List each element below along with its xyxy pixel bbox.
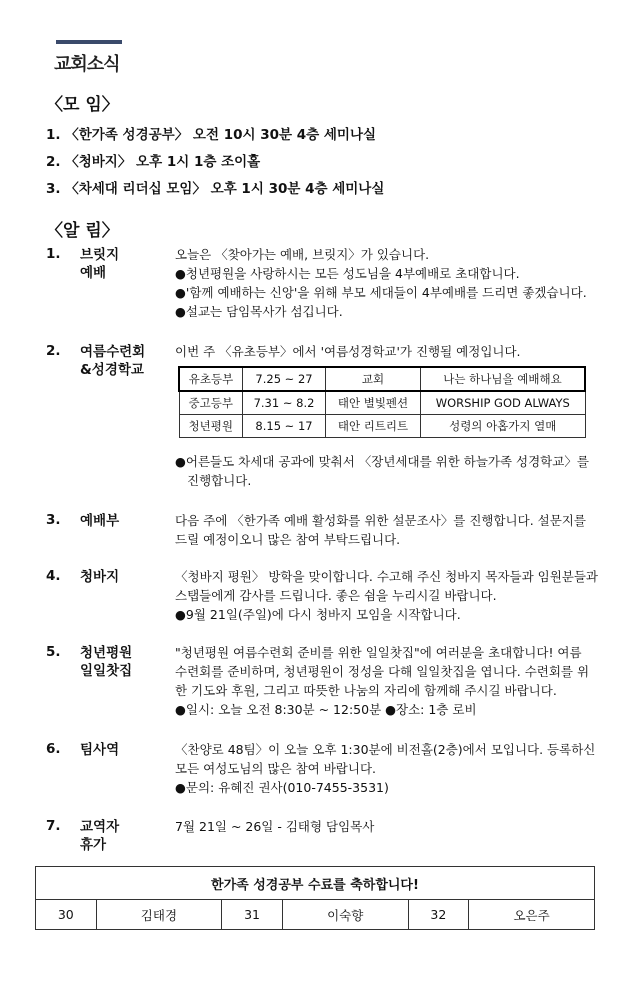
graduation-title: 한가족 성경공부 수료를 축하합니다! xyxy=(36,867,595,900)
notice-number: 7. xyxy=(46,818,61,834)
table-row: 청년평원 8.15 ~ 17 태안 리트리트 성령의 아홉가지 열매 xyxy=(179,415,585,438)
table-row xyxy=(36,867,595,900)
notice-number: 4. xyxy=(46,568,61,584)
meetings-heading: 〈모 임〉 xyxy=(46,95,119,115)
notice-label: 팀사역 xyxy=(80,742,120,758)
notice-body: 다음 주에 〈한가족 예배 활성화를 위한 설문조사〉를 진행합니다. 설문지를 드릴 예정이오니 많은 참여 부탁드립니다. xyxy=(175,513,586,547)
notice-label: 청바지 xyxy=(80,569,120,585)
notice-label: 청년평원 일일찻집 xyxy=(80,645,133,679)
notice-body: "청년평원 여름수련회 준비를 위한 일일찻집"에 여러분을 초대합니다! 여름 수련회를 준비하며, 청년평원이 정성을 다해 일일찻집을 엽니다. 수련회를 위 한 기도와 후원, 그리고 따뜻한 나눔의 자리에 함께해 주시길 바랍니다. ●일시: 오늘 오전 8:30분 ~ 12:50분 ●장소: 1층 로비 xyxy=(175,645,590,717)
meeting-item: 2. 〈청바지〉 오후 1시 1층 조이홀 xyxy=(46,154,261,170)
header-bar xyxy=(56,40,122,44)
notice-number: 2. xyxy=(46,343,61,359)
meeting-item: 3. 〈차세대 리더십 모임〉 오후 1시 30분 4층 세미나실 xyxy=(46,181,385,197)
table-row: 중고등부 7.31 ~ 8.2 태안 별빛펜션 WORSHIP GOD ALWAYS xyxy=(179,391,585,415)
notice-body: 오늘은 〈찾아가는 예배, 브릿지〉가 있습니다. ●청년평원을 사랑하시는 모든 성도님을 4부예배로 초대합니다. ●'함께 예배하는 신앙'을 위해 부모 세대들이 4부예배를 드리면 좋겠습니다. ●설교는 담임목사가 섬깁니다. xyxy=(175,247,587,319)
notice-label: 여름수련회 &성경학교 xyxy=(80,344,146,378)
notices-heading: 〈알 림〉 xyxy=(46,221,119,241)
graduation-table xyxy=(35,866,595,930)
notice-body: 7월 21일 ~ 26일 - 김태형 담임목사 xyxy=(175,819,375,834)
page-title: 교회소식 xyxy=(54,54,120,75)
notice-body: 이번 주 〈유초등부〉에서 '여름성경학교'가 진행될 예정입니다. xyxy=(175,344,521,359)
schedule-table xyxy=(178,366,586,438)
notice-body: 〈찬양로 48팀〉이 오늘 오후 1:30분에 비전홀(2층)에서 모입니다. 등록하신 모든 여성도님의 많은 참여 바랍니다. ●문의: 유혜진 권사(010-7455-3531) xyxy=(175,742,596,795)
table-row: 유초등부 7.25 ~ 27 교회 나는 하나님을 예배해요 xyxy=(179,367,585,391)
notice-body: ●어른들도 차세대 공과에 맞춰서 〈장년세대를 위한 하늘가족 성경학교〉를 진행합니다. xyxy=(175,454,589,488)
notice-label: 브릿지 예배 xyxy=(80,247,120,281)
notice-number: 6. xyxy=(46,741,61,757)
notice-number: 1. xyxy=(46,246,61,262)
notice-label: 예배부 xyxy=(80,513,120,529)
table-row: 30 김태경 31 이숙향 32 오은주 xyxy=(36,900,595,930)
notice-label: 교역자 휴가 xyxy=(80,819,120,853)
notice-number: 3. xyxy=(46,512,61,528)
notice-number: 5. xyxy=(46,644,61,660)
notice-body: 〈청바지 평원〉 방학을 맞이합니다. 수고해 주신 청바지 목자들과 임원분들과 스탭들에게 감사를 드립니다. 좋은 쉼을 누리시길 바랍니다. ●9월 21일(주일)에 다시 청바지 모임을 시작합니다. xyxy=(175,569,599,622)
meeting-item: 1. 〈한가족 성경공부〉 오전 10시 30분 4층 세미나실 xyxy=(46,127,377,143)
